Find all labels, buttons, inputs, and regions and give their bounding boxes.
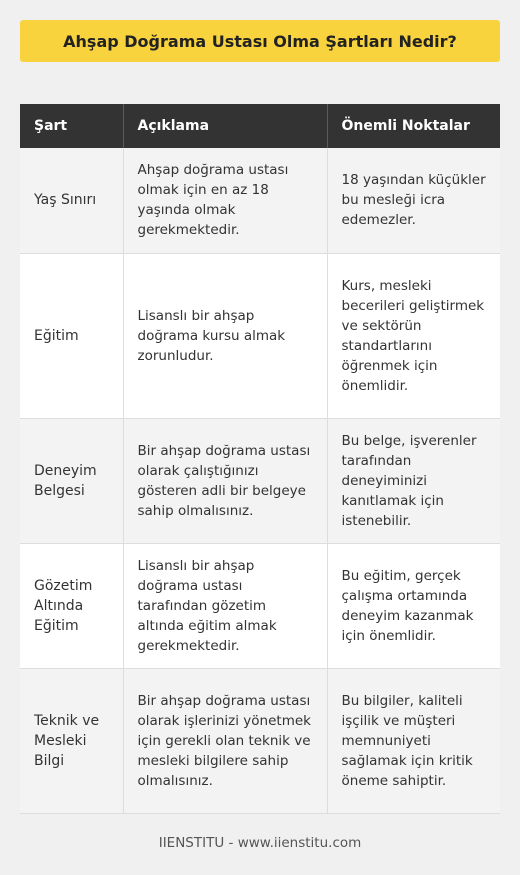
description-cell: Lisanslı bir ahşap doğrama ustası tarafından gözetim altında eğitim almak gerekmektedir. [123, 543, 327, 668]
title-banner [20, 20, 500, 62]
requirements-table [20, 104, 500, 814]
notes-cell: Bu bilgiler, kaliteli işçilik ve müşteri memnuniyeti sağlamak için kritik öneme sahiptir. [327, 668, 500, 813]
condition-cell: Deneyim Belgesi [20, 418, 123, 543]
notes-cell: Bu eğitim, gerçek çalışma ortamında deneyim kazanmak için önemlidir. [327, 543, 500, 668]
description-cell: Ahşap doğrama ustası olmak için en az 18 yaşında olmak gerekmektedir. [123, 148, 327, 253]
description-cell: Bir ahşap doğrama ustası olarak çalıştığınızı gösteren adli bir belgeye sahip olmalısınız. [123, 418, 327, 543]
page-title: Ahşap Doğrama Ustası Olma Şartları Nedir? [63, 31, 457, 51]
column-header-description: Açıklama [123, 104, 327, 148]
condition-cell: Teknik ve Mesleki Bilgi [20, 668, 123, 813]
column-header-notes: Önemli Noktalar [327, 104, 500, 148]
table-row [20, 668, 500, 813]
table-row [20, 148, 500, 253]
table-row [20, 418, 500, 543]
description-cell: Bir ahşap doğrama ustası olarak işlerinizi yönetmek için gerekli olan teknik ve mesleki bilgilere sahip olmalısınız. [123, 668, 327, 813]
condition-cell: Eğitim [20, 253, 123, 418]
table-row [20, 253, 500, 418]
column-header-condition: Şart [20, 104, 123, 148]
description-cell: Lisanslı bir ahşap doğrama kursu almak zorunludur. [123, 253, 327, 418]
condition-cell: Yaş Sınırı [20, 148, 123, 253]
table-header-row [20, 104, 500, 148]
notes-cell: 18 yaşından küçükler bu mesleği icra edemezler. [327, 148, 500, 253]
table-row [20, 543, 500, 668]
notes-cell: Bu belge, işverenler tarafından deneyiminizi kanıtlamak için istenebilir. [327, 418, 500, 543]
footer-source: IIENSTITU - www.iienstitu.com [158, 835, 362, 851]
condition-cell: Gözetim Altında Eğitim [20, 543, 123, 668]
notes-cell: Kurs, mesleki becerileri geliştirmek ve sektörün standartlarını öğrenmek için önemlidir. [327, 253, 500, 418]
